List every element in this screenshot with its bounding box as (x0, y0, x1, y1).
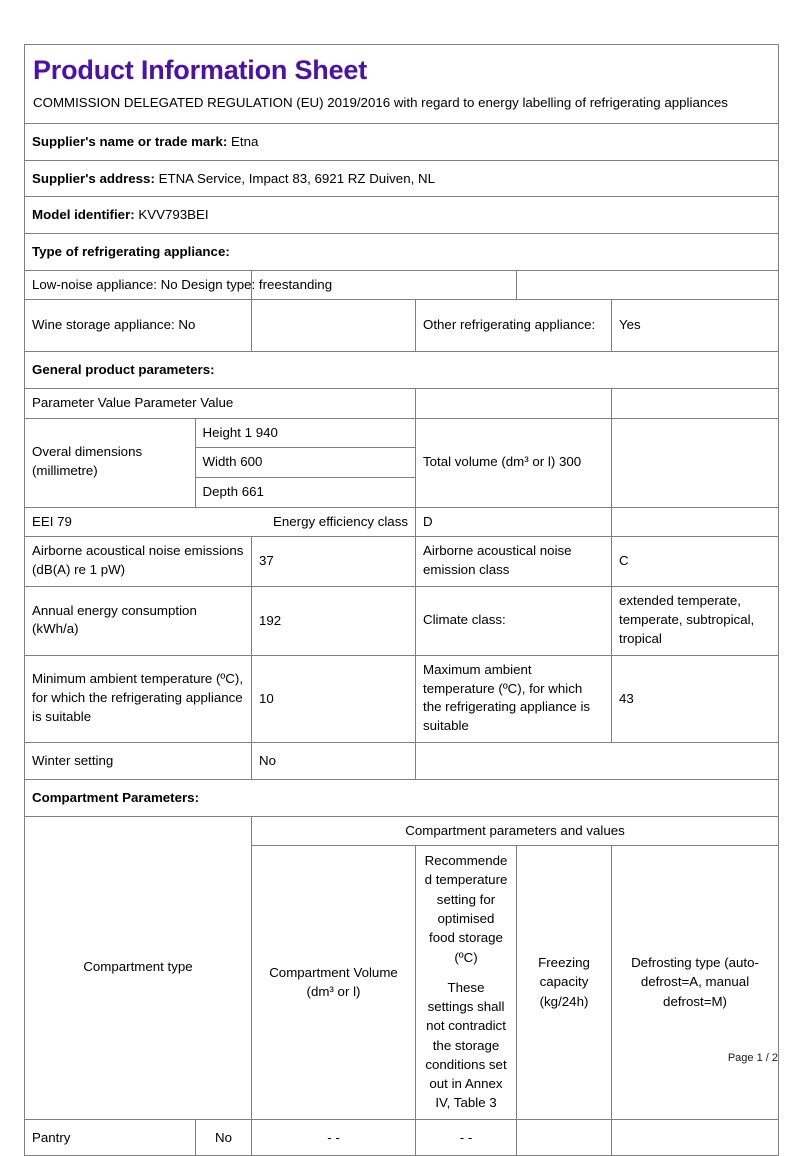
page-title: Product Information Sheet (33, 55, 368, 85)
parameter-legend-text: Parameter Value Parameter Value (32, 394, 234, 410)
eei-blank-cell (612, 507, 779, 537)
airborne-noise-value: 37 (252, 537, 416, 587)
model-identifier-cell (25, 197, 779, 234)
dimension-height-value: 1 940 (244, 424, 278, 440)
model-identifier-label: Model identifier: (32, 207, 135, 223)
max-ambient-temperature-label: Maximum ambient temperature (ºC), for which the refrigerating appliance is suitable (416, 655, 612, 743)
compartment-present-value: No (196, 1119, 252, 1156)
other-appliance-value: Yes (612, 300, 779, 352)
appliance-type-heading: Type of refrigerating appliance: (25, 233, 779, 270)
wine-storage-cell: Wine storage appliance: No (25, 300, 252, 352)
eei-cell (25, 507, 416, 537)
general-parameters-heading-row (25, 352, 779, 389)
max-ambient-temperature-value: 43 (612, 655, 779, 743)
compartment-rec-temp-value: - - (416, 1119, 517, 1156)
product-information-table (24, 44, 779, 1156)
compartment-type-value: Pantry (25, 1119, 196, 1156)
recommended-temperature-header-part1: Recommended temperature setting for optimised food storage (ºC) (424, 853, 508, 965)
recommended-temperature-header-part2: These settings shall not contradict the storage conditions set out in Annex IV, Table 3 (425, 979, 507, 1111)
supplier-address-value: ETNA Service, Impact 83, 6921 RZ Duiven, NL (158, 170, 435, 186)
document-table-wrapper (24, 44, 778, 1156)
parameter-legend-blank-1 (416, 388, 612, 418)
dimension-width-value: 600 (240, 454, 263, 470)
dimensions-label: Overal dimensions (millimetre) (25, 419, 195, 507)
dimension-width-name: Width (202, 454, 237, 470)
dimension-height-cell (195, 419, 415, 448)
regulation-reference: COMMISSION DELEGATED REGULATION (EU) 2019/2016 with regard to energy labelling of refrigerating appliances (33, 95, 728, 111)
compartment-parameters-heading: Compartment Parameters: (25, 779, 779, 816)
climate-class-label: Climate class: (416, 587, 612, 656)
supplier-name-cell (25, 123, 779, 160)
annual-energy-row (25, 587, 779, 656)
dimensions-label-and-height-row (25, 419, 415, 448)
defrosting-type-header: Defrosting type (auto-defrost=A, manual defrost=M) (612, 846, 779, 1119)
supplier-name-row (25, 123, 779, 160)
eei-row (25, 507, 779, 537)
parameter-legend-row (25, 388, 779, 418)
supplier-name-label: Supplier's name or trade mark: (32, 133, 228, 149)
general-parameters-heading: General product parameters: (25, 352, 779, 389)
low-noise-text: Low-noise appliance: No Design type: freestanding (32, 276, 333, 292)
compartment-type-header: Compartment type (25, 816, 252, 1119)
eei-label: EEI 79 (32, 513, 72, 529)
supplier-address-label: Supplier's address: (32, 170, 155, 186)
low-noise-cell (25, 270, 333, 300)
wine-storage-row (25, 300, 779, 352)
annual-energy-value: 192 (252, 587, 416, 656)
subtitle-cell (25, 90, 779, 123)
model-identifier-row (25, 197, 779, 234)
winter-setting-label: Winter setting (25, 743, 252, 780)
dimensions-group-cell (25, 418, 416, 507)
winter-setting-value: No (252, 743, 416, 780)
compartment-defrost-value (612, 1119, 779, 1156)
wine-storage-blank-cell (252, 300, 416, 352)
energy-efficiency-class-value: D (416, 507, 612, 537)
min-ambient-temperature-value: 10 (252, 655, 416, 743)
supplier-address-row (25, 160, 779, 197)
dimension-depth-value: 661 (241, 483, 264, 499)
supplier-name-value: Etna (231, 133, 259, 149)
winter-setting-blank-cell (416, 743, 779, 780)
airborne-noise-row (25, 537, 779, 587)
total-volume-cell: Total volume (dm³ or l) 300 (416, 418, 612, 507)
title-row (25, 45, 779, 91)
freezing-capacity-header: Freezing capacity (kg/24h) (517, 846, 612, 1119)
compartment-volume-value: - - (252, 1119, 416, 1156)
total-volume-blank-cell (612, 418, 779, 507)
title-cell (25, 45, 779, 91)
annual-energy-label: Annual energy consumption (kWh/a) (25, 587, 252, 656)
page-footer: Page 1 / 2 (727, 1052, 778, 1064)
airborne-noise-label: Airborne acoustical noise emissions (dB(A) re 1 pW) (25, 537, 252, 587)
airborne-noise-class-label: Airborne acoustical noise emission class (416, 537, 612, 587)
low-noise-row (25, 270, 779, 300)
dimension-depth-name: Depth (202, 483, 238, 499)
dimension-width-cell (195, 448, 415, 478)
recommended-temperature-header (416, 846, 517, 1119)
ambient-temperature-row (25, 655, 779, 743)
dimensions-table (25, 419, 415, 507)
compartment-freezing-value (517, 1119, 612, 1156)
climate-class-value: extended temperate, temperate, subtropical, tropical (612, 587, 779, 656)
airborne-noise-class-value: C (612, 537, 779, 587)
compartment-parameters-heading-row (25, 779, 779, 816)
low-noise-empty-cell (517, 270, 779, 300)
appliance-type-heading-row (25, 233, 779, 270)
min-ambient-temperature-label: Minimum ambient temperature (ºC), for which the refrigerating appliance is suitable (25, 655, 252, 743)
compartment-group-header-row (25, 816, 779, 846)
model-identifier-value: KVV793BEI (138, 207, 209, 223)
compartment-volume-header: Compartment Volume (dm³ or l) (252, 846, 416, 1119)
compartment-group-header: Compartment parameters and values (252, 816, 779, 846)
energy-efficiency-class-label: Energy efficiency class (272, 513, 408, 529)
winter-setting-row (25, 743, 779, 780)
table-row (25, 1119, 779, 1156)
dimensions-row (25, 418, 779, 507)
dimension-height-name: Height (202, 424, 241, 440)
parameter-legend-blank-2 (612, 388, 779, 418)
other-appliance-label: Other refrigerating appliance: (416, 300, 612, 352)
supplier-address-cell (25, 160, 779, 197)
parameter-legend-cell (25, 388, 416, 418)
dimension-depth-cell (195, 477, 415, 506)
subtitle-row (25, 90, 779, 123)
